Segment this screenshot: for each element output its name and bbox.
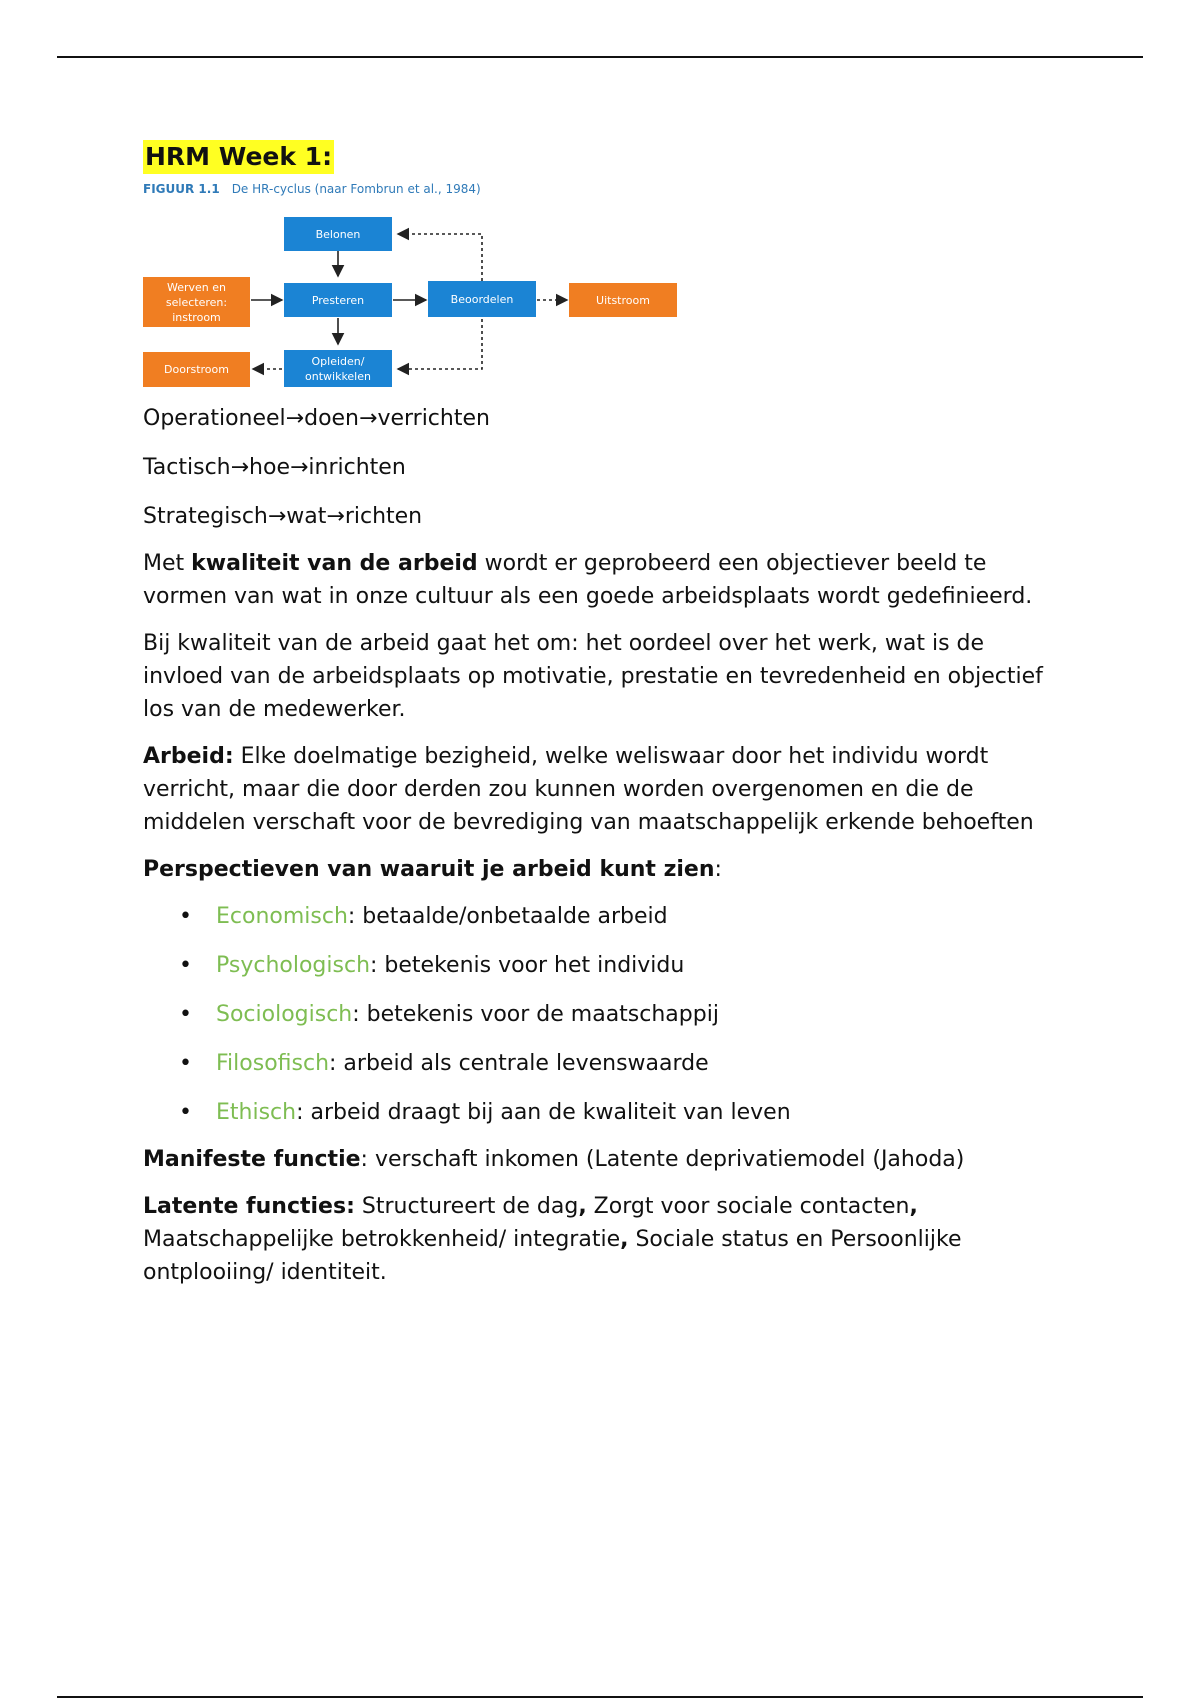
node-opleiden: Opleiden/ ontwikkelen [284, 350, 392, 387]
perspectieven-heading-colon: : [714, 857, 722, 882]
arrow-beoordelen-opleiden [398, 319, 482, 369]
page-title: HRM Week 1: [143, 140, 334, 174]
kwaliteit-rest: wordt er geprobeerd een objectiever beeld te vormen van wat in onze cultuur als een goede arbeidsplaats wordt gedefinieerd. [143, 551, 1033, 609]
top-rule [57, 56, 1143, 58]
manifeste-label: Manifeste functie [143, 1147, 361, 1172]
latente-item-2: Zorgt voor sociale contacten [586, 1194, 910, 1219]
perspective-term: Economisch [216, 904, 348, 929]
latente-label: Latente functies: [143, 1194, 355, 1219]
arbeid-text: Elke doelmatige bezigheid, welke weliswaar door het individu wordt verricht, maar die door derden zou kunnen worden overgenomen en die de middelen verschaft voor de bevrediging van maatschappelijk erkende behoeften [143, 744, 1034, 835]
list-item [143, 1047, 1063, 1080]
bullet: • [179, 1051, 192, 1076]
latente-item-3: Maatschappelijke betrokkenheid/ integratie [143, 1227, 621, 1252]
bottom-rule [57, 1696, 1143, 1698]
level-operationeel: Operationeel→doen→verrichten [143, 406, 490, 431]
node-belonen: Belonen [284, 217, 392, 251]
node-doorstroom: Doorstroom [143, 352, 250, 387]
manifeste-text: : verschaft inkomen (Latente deprivatiemodel (Jahoda) [360, 1147, 965, 1172]
figure-label: FIGUUR 1.1 [143, 182, 220, 196]
manifeste-functie [143, 1143, 1063, 1176]
perspective-desc: : arbeid draagt bij aan de kwaliteit van leven [296, 1100, 791, 1125]
latente-item-1: Structureert de dag [354, 1194, 579, 1219]
perspective-term: Sociologisch [216, 1002, 353, 1027]
latente-item-4: Sociale status en Persoonlijke ontplooiing/ identiteit. [143, 1227, 962, 1285]
latente-comma-2: , [909, 1194, 918, 1219]
perspective-term: Ethisch [216, 1100, 297, 1125]
level-strategisch: Strategisch→wat→richten [143, 504, 423, 529]
list-item [143, 900, 1063, 933]
latente-comma-1: , [578, 1194, 587, 1219]
perspective-desc: : betekenis voor het individu [370, 953, 685, 978]
bullet: • [179, 904, 192, 929]
kwaliteit-intro: Met [143, 551, 192, 576]
perspectieven-heading [143, 853, 1063, 886]
perspectieven-heading-text: Perspectieven van waaruit je arbeid kunt zien [143, 857, 715, 882]
arbeid-definition [143, 740, 1063, 839]
level-tactisch: Tactisch→hoe→inrichten [143, 455, 406, 480]
kwaliteit-definition [143, 547, 1063, 613]
node-presteren: Presteren [284, 283, 392, 317]
kwaliteit-term: kwaliteit van de arbeid [191, 551, 478, 576]
bullet: • [179, 1002, 192, 1027]
bullet: • [179, 953, 192, 978]
perspective-desc: : betekenis voor de maatschappij [352, 1002, 719, 1027]
node-beoordelen: Beoordelen [428, 281, 536, 317]
bullet: • [179, 1100, 192, 1125]
arbeid-label: Arbeid: [143, 744, 234, 769]
hr-cycle-figure [143, 182, 683, 392]
kwaliteit-detail: Bij kwaliteit van de arbeid gaat het om: het oordeel over het werk, wat is de invloed van de arbeidsplaats op motivatie, prestatie en tevredenheid en objectief los van de medewerker. [143, 631, 1043, 722]
perspective-desc: : arbeid als centrale levenswaarde [329, 1051, 709, 1076]
document-body [143, 140, 1063, 1289]
list-item [143, 949, 1063, 982]
arrow-beoordelen-belonen [398, 234, 482, 281]
node-werven: Werven en selecteren: instroom [143, 277, 250, 327]
figure-caption-text: De HR-cyclus (naar Fombrun et al., 1984) [231, 182, 481, 196]
latente-comma-3: , [620, 1227, 629, 1252]
perspective-term: Psychologisch [216, 953, 371, 978]
perspective-term: Filosofisch [216, 1051, 330, 1076]
latente-functies [143, 1190, 1063, 1289]
list-item [143, 998, 1063, 1031]
list-item [143, 1096, 1063, 1129]
perspective-desc: : betaalde/onbetaalde arbeid [347, 904, 668, 929]
perspectieven-list [143, 900, 1063, 1129]
node-uitstroom: Uitstroom [569, 283, 677, 317]
